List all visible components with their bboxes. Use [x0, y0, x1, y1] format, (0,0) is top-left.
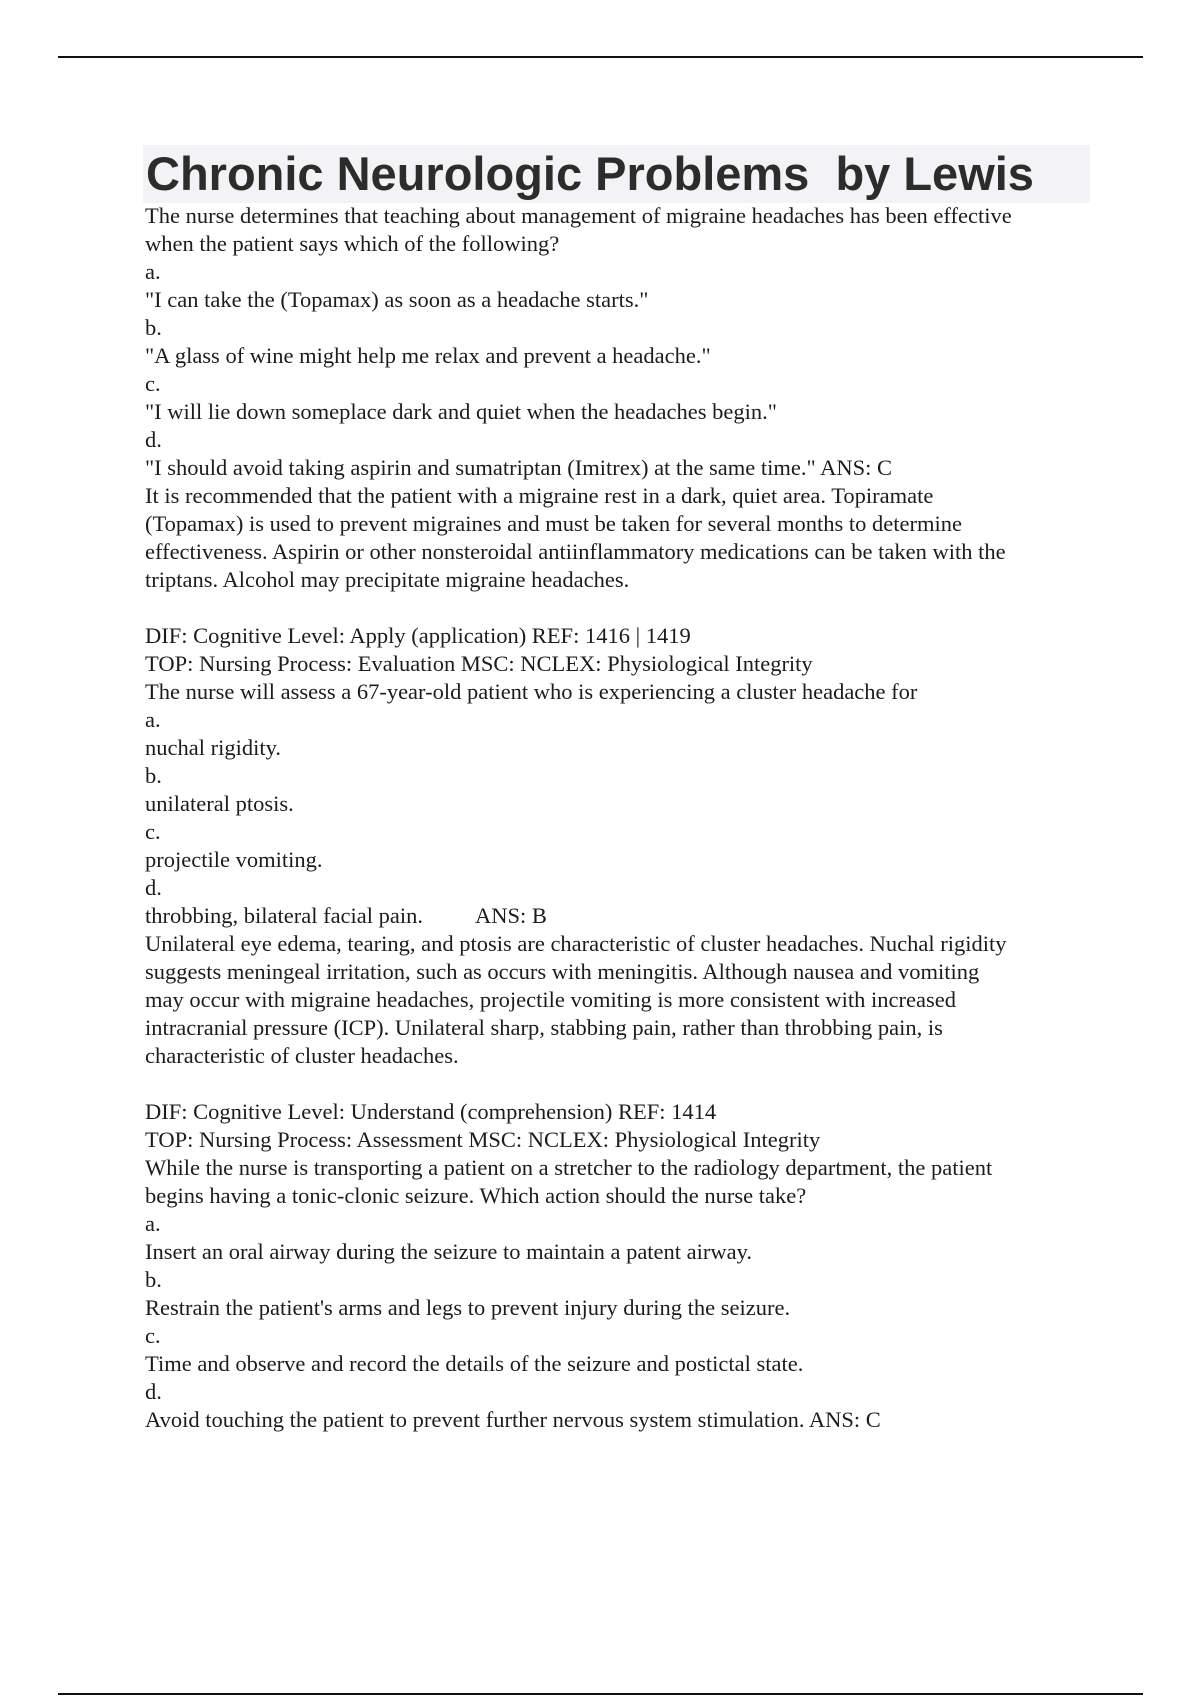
q3-option-d-text: Avoid touching the patient to prevent further nervous system stimulation. ANS: C: [145, 1407, 881, 1432]
q1-rationale: It is recommended that the patient with a migraine rest in a dark, quiet area. Topiramate: [145, 483, 934, 508]
q1-top: TOP: Nursing Process: Evaluation MSC: NCLEX: Physiological Integrity: [145, 651, 813, 676]
q3-option-b-text: Restrain the patient's arms and legs to prevent injury during the seizure.: [145, 1295, 791, 1320]
q2-option-d-line: [145, 902, 1145, 930]
q3-option-a-text: Insert an oral airway during the seizure to maintain a patent airway.: [145, 1239, 753, 1264]
q2-dif: DIF: Cognitive Level: Understand (comprehension) REF: 1414: [145, 1099, 717, 1124]
document-title: Chronic Neurologic Problems by Lewis: [146, 147, 1034, 200]
spacer: [145, 594, 1145, 622]
q1-option-c-label: c.: [145, 371, 161, 396]
q1-stem: when the patient says which of the following?: [145, 231, 560, 256]
q1-option-d-text: "I should avoid taking aspirin and sumatriptan (Imitrex) at the same time." ANS: C: [145, 455, 892, 480]
q2-option-a-text: nuchal rigidity.: [145, 735, 282, 760]
q2-option-c-label: c.: [145, 819, 161, 844]
q2-option-b-label: b.: [145, 763, 162, 788]
q1-rationale: effectiveness. Aspirin or other nonsteroidal antiinflammatory medications can be taken with the: [145, 539, 1006, 564]
q2-rationale: may occur with migraine headaches, projectile vomiting is more consistent with increased: [145, 987, 956, 1012]
q3-option-a-label: a.: [145, 1211, 161, 1236]
q2-option-d-text: throbbing, bilateral facial pain.: [145, 903, 424, 928]
q3-stem: While the nurse is transporting a patient on a stretcher to the radiology department, the patient: [145, 1155, 993, 1180]
q3-stem: begins having a tonic-clonic seizure. Which action should the nurse take?: [145, 1183, 807, 1208]
q1-option-d-label: d.: [145, 427, 162, 452]
q3-option-d-label: d.: [145, 1379, 162, 1404]
q2-top: TOP: Nursing Process: Assessment MSC: NCLEX: Physiological Integrity: [145, 1127, 821, 1152]
q1-option-b-label: b.: [145, 315, 162, 340]
q3-option-c-text: Time and observe and record the details of the seizure and postictal state.: [145, 1351, 804, 1376]
q2-rationale: Unilateral eye edema, tearing, and ptosis are characteristic of cluster headaches. Nuchal rigidity: [145, 931, 1007, 956]
q2-answer: ANS: B: [475, 903, 547, 928]
spacer: [145, 1070, 1145, 1098]
q2-option-b-text: unilateral ptosis.: [145, 791, 294, 816]
q2-rationale: intracranial pressure (ICP). Unilateral sharp, stabbing pain, rather than throbbing pain, is: [145, 1015, 943, 1040]
q3-option-c-label: c.: [145, 1323, 161, 1348]
q1-rationale: (Topamax) is used to prevent migraines and must be taken for several months to determine: [145, 511, 962, 536]
q1-option-a-text: "I can take the (Topamax) as soon as a headache starts.": [145, 287, 649, 312]
q3-option-b-label: b.: [145, 1267, 162, 1292]
q1-rationale: triptans. Alcohol may precipitate migraine headaches.: [145, 567, 630, 592]
q2-option-d-label: d.: [145, 875, 162, 900]
q2-stem: The nurse will assess a 67-year-old patient who is experiencing a cluster headache for: [145, 679, 918, 704]
q1-option-a-label: a.: [145, 259, 161, 284]
q2-rationale: characteristic of cluster headaches.: [145, 1043, 459, 1068]
q2-option-a-label: a.: [145, 707, 161, 732]
bottom-rule: [58, 1693, 1143, 1695]
q1-stem: The nurse determines that teaching about management of migraine headaches has been effective: [145, 203, 1012, 228]
document-body: [145, 202, 1145, 1434]
q1-option-c-text: "I will lie down someplace dark and quiet when the headaches begin.": [145, 399, 777, 424]
top-rule: [58, 56, 1143, 58]
q2-rationale: suggests meningeal irritation, such as occurs with meningitis. Although nausea and vomiting: [145, 959, 980, 984]
q1-option-b-text: "A glass of wine might help me relax and prevent a headache.": [145, 343, 711, 368]
q1-dif: DIF: Cognitive Level: Apply (application) REF: 1416 | 1419: [145, 623, 691, 648]
q2-option-c-text: projectile vomiting.: [145, 847, 323, 872]
